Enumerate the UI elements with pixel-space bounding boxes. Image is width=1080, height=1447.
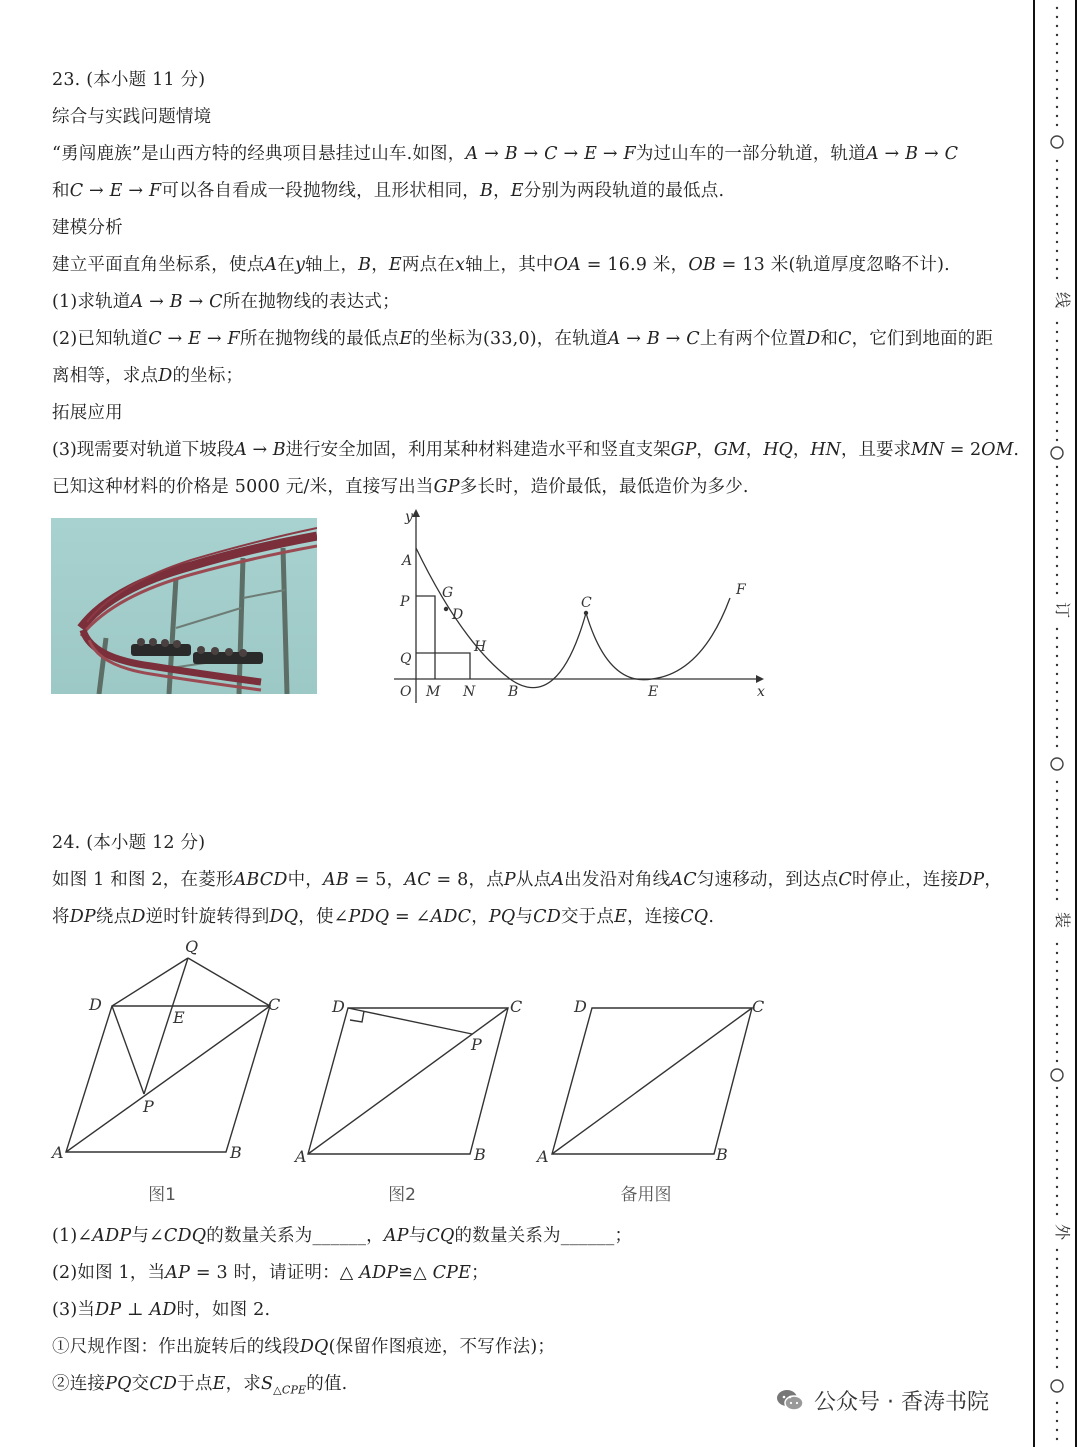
binding-dot	[1056, 1294, 1058, 1296]
fig1-label-C: C	[268, 995, 281, 1014]
binding-dot	[1056, 1321, 1058, 1323]
support-gp-gm	[416, 596, 435, 679]
binding-dot	[1056, 628, 1058, 630]
binding-dot	[1056, 214, 1058, 216]
binding-dot	[1056, 502, 1058, 504]
binding-dot	[1056, 970, 1058, 972]
binding-dot	[1056, 1267, 1058, 1269]
binding-mark-xian: 线	[1053, 291, 1072, 309]
binding-dot	[1056, 493, 1058, 495]
binding-dot	[1056, 16, 1058, 18]
binding-dot	[1056, 1006, 1058, 1008]
binding-dot	[1056, 403, 1058, 405]
roller-coaster-photo	[51, 518, 317, 694]
binding-dot	[1056, 25, 1058, 27]
q24-statement-line2: 将DP绕点D逆时针旋转得到DQ，使∠PDQ = ∠ADC，PQ与CD交于点E，连接CQ.	[52, 907, 715, 927]
binding-dot	[1056, 1177, 1058, 1179]
figure-backup	[552, 1008, 752, 1154]
binding-dot	[1056, 178, 1058, 180]
binding-dot	[1056, 52, 1058, 54]
binding-dot	[1056, 1132, 1058, 1134]
binding-dot	[1056, 250, 1058, 252]
fig3-label-D: D	[574, 997, 587, 1016]
label-B: B	[508, 684, 519, 700]
q23-part2-line2: 离相等，求点D的坐标；	[52, 366, 244, 386]
binding-dot	[1056, 1249, 1058, 1251]
caption-fig1: 图1	[148, 1185, 176, 1205]
binding-dot	[1056, 817, 1058, 819]
q23-part3-line1: (3)现需要对轨道下坡段A → B进行安全加固，利用某种材料建造水平和竖直支架GP，GM，HQ，HN，且要求MN = 2OM.	[52, 440, 1019, 460]
label-E: E	[648, 684, 659, 700]
binding-dot	[1056, 745, 1058, 747]
binding-dot	[1056, 808, 1058, 810]
binding-dot	[1056, 646, 1058, 648]
label-y: y	[405, 509, 413, 525]
caption-backup: 备用图	[620, 1185, 672, 1205]
binding-mark-ding: 订	[1053, 601, 1072, 619]
fig2-label-B: B	[474, 1145, 486, 1164]
binding-dot	[1056, 844, 1058, 846]
binding-dot	[1056, 1438, 1058, 1440]
binding-dot	[1056, 61, 1058, 63]
binding-mark-wai: 外	[1053, 1223, 1072, 1241]
label-G: G	[442, 585, 454, 601]
binding-dot	[1056, 1312, 1058, 1314]
label-F: F	[736, 582, 746, 598]
binding-dot	[1056, 223, 1058, 225]
binding-dot	[1056, 889, 1058, 891]
binding-dot	[1056, 727, 1058, 729]
binding-dot	[1056, 1303, 1058, 1305]
binding-circle	[1051, 136, 1063, 148]
binding-dot	[1056, 241, 1058, 243]
binding-dot	[1056, 682, 1058, 684]
binding-dot	[1056, 871, 1058, 873]
binding-dot	[1056, 358, 1058, 360]
fig1-label-B: B	[230, 1143, 242, 1162]
q23-context-line2: 和C → E → F可以各自看成一段抛物线，且形状相同，B，E分别为两段轨道的最低点.	[52, 181, 725, 201]
binding-dot	[1056, 997, 1058, 999]
binding-dot	[1056, 484, 1058, 486]
caption-fig2: 图2	[388, 1185, 416, 1205]
label-P: P	[400, 594, 410, 610]
binding-dot	[1056, 1033, 1058, 1035]
binding-dot	[1056, 583, 1058, 585]
label-C: C	[581, 595, 592, 611]
binding-dot	[1056, 1213, 1058, 1215]
binding-dot	[1056, 556, 1058, 558]
binding-dot	[1056, 7, 1058, 9]
fig3-label-C: C	[752, 997, 765, 1016]
binding-dot	[1056, 781, 1058, 783]
binding-dot	[1056, 952, 1058, 954]
binding-dot	[1056, 1186, 1058, 1188]
fig1-label-Q: Q	[185, 937, 199, 956]
binding-dot	[1056, 322, 1058, 324]
fig2-label-P: P	[471, 1035, 482, 1054]
wechat-logo-icon	[776, 1388, 804, 1412]
binding-dot	[1056, 1123, 1058, 1125]
binding-dot	[1056, 898, 1058, 900]
label-O: O	[400, 684, 412, 700]
binding-dot	[1056, 673, 1058, 675]
binding-dot	[1056, 232, 1058, 234]
binding-dot	[1056, 1087, 1058, 1089]
binding-dot	[1056, 376, 1058, 378]
binding-dot	[1056, 961, 1058, 963]
binding-dot	[1056, 1096, 1058, 1098]
binding-dot	[1056, 412, 1058, 414]
binding-dot	[1056, 205, 1058, 207]
binding-dot	[1056, 70, 1058, 72]
binding-dot	[1056, 853, 1058, 855]
binding-dot	[1056, 169, 1058, 171]
binding-dot	[1056, 547, 1058, 549]
binding-dot	[1056, 115, 1058, 117]
fig1-label-P: P	[143, 1097, 154, 1116]
binding-dot	[1056, 466, 1058, 468]
binding-dot	[1056, 1042, 1058, 1044]
label-H: H	[474, 639, 487, 655]
binding-dot	[1056, 736, 1058, 738]
binding-dot	[1056, 1429, 1058, 1431]
q23-model-line: 建立平面直角坐标系，使点A在y轴上，B，E两点在x轴上，其中OA = 16.9 米，OB = 13 米(轨道厚度忽略不计).	[52, 255, 950, 275]
binding-dot	[1056, 1168, 1058, 1170]
binding-dot	[1056, 385, 1058, 387]
binding-dot	[1056, 529, 1058, 531]
binding-dot	[1056, 826, 1058, 828]
q24-part1: (1)∠ADP与∠CDQ的数量关系为______，AP与CQ的数量关系为______；	[52, 1226, 633, 1246]
q23-section-extend: 拓展应用	[52, 403, 123, 423]
binding-dot	[1056, 1366, 1058, 1368]
binding-circle	[1051, 1380, 1063, 1392]
label-N: N	[463, 684, 476, 700]
binding-dot	[1056, 1060, 1058, 1062]
fig1-label-E: E	[173, 1008, 185, 1027]
binding-dot	[1056, 790, 1058, 792]
binding-dot	[1056, 88, 1058, 90]
watermark-text: 公众号 · 香涛书院	[814, 1389, 989, 1415]
fig2-label-C: C	[510, 997, 523, 1016]
q23-coordinate-figure	[390, 505, 770, 705]
binding-dot	[1056, 1420, 1058, 1422]
binding-dot	[1056, 655, 1058, 657]
binding-dot	[1056, 1411, 1058, 1413]
binding-dot	[1056, 520, 1058, 522]
binding-dot	[1056, 1285, 1058, 1287]
binding-dot	[1056, 1150, 1058, 1152]
binding-dot	[1056, 1258, 1058, 1260]
binding-dot	[1056, 196, 1058, 198]
support-hq-hn	[416, 653, 470, 679]
binding-dot	[1056, 979, 1058, 981]
q23-section-context: 综合与实践问题情境	[52, 107, 212, 127]
binding-dot	[1056, 538, 1058, 540]
binding-dot	[1056, 1114, 1058, 1116]
q23-part2-line1: (2)已知轨道C → E → F所在抛物线的最低点E的坐标为(33,0)，在轨道A → B → C上有两个位置D和C，它们到地面的距	[52, 329, 994, 349]
binding-dot	[1056, 988, 1058, 990]
binding-dot	[1056, 1402, 1058, 1404]
binding-dot	[1056, 331, 1058, 333]
label-x: x	[757, 684, 765, 700]
binding-dot	[1056, 43, 1058, 45]
binding-dot	[1056, 475, 1058, 477]
watermark	[776, 1380, 989, 1420]
q24-header: 24. (本小题 12 分)	[52, 833, 206, 853]
q24-part3: (3)当DP ⊥ AD时，如图 2.	[52, 1300, 271, 1320]
binding-dot	[1056, 349, 1058, 351]
figure-1	[66, 958, 270, 1152]
q24-figures	[40, 930, 780, 1210]
q24-part3-sub2: ②连接PQ交CD于点E，求$S_{\triangle CPE}$的值.	[52, 1374, 348, 1397]
binding-dot	[1056, 1105, 1058, 1107]
binding-dot	[1056, 1204, 1058, 1206]
binding-mark-zhuang: 装	[1053, 911, 1072, 929]
binding-dot	[1056, 79, 1058, 81]
binding-dot	[1056, 862, 1058, 864]
binding-dot	[1056, 1051, 1058, 1053]
binding-dot	[1056, 700, 1058, 702]
binding-circle	[1051, 447, 1063, 459]
binding-dot	[1056, 1339, 1058, 1341]
binding-dot	[1056, 259, 1058, 261]
binding-margin	[1030, 0, 1080, 1447]
binding-dot	[1056, 1015, 1058, 1017]
binding-dot	[1056, 106, 1058, 108]
q23-part3-line2: 已知这种材料的价格是 5000 元/米，直接写出当GP多长时，造价最低，最低造价为多少.	[52, 477, 749, 497]
binding-dot	[1056, 592, 1058, 594]
binding-dot	[1056, 943, 1058, 945]
q24-statement-line1: 如图 1 和图 2，在菱形ABCD中，AB = 5，AC = 8，点P从点A出发沿对角线AC匀速移动，到达点C时停止，连接DP，	[52, 870, 1003, 890]
binding-dot	[1056, 565, 1058, 567]
fig2-label-D: D	[332, 997, 345, 1016]
binding-dot	[1056, 691, 1058, 693]
binding-dot	[1056, 1141, 1058, 1143]
binding-dot	[1056, 637, 1058, 639]
binding-dot	[1056, 277, 1058, 279]
label-A: A	[402, 553, 413, 569]
binding-dot	[1056, 124, 1058, 126]
q23-section-model: 建模分析	[52, 218, 123, 238]
binding-dot	[1056, 268, 1058, 270]
binding-dot	[1056, 880, 1058, 882]
binding-dot	[1056, 394, 1058, 396]
binding-dot	[1056, 340, 1058, 342]
q23-header: 23. (本小题 11 分)	[52, 70, 206, 90]
binding-dot	[1056, 367, 1058, 369]
parabola-cef	[586, 598, 730, 680]
binding-dot	[1056, 1276, 1058, 1278]
binding-dot	[1056, 1195, 1058, 1197]
binding-dot	[1056, 574, 1058, 576]
binding-dot	[1056, 187, 1058, 189]
binding-dot	[1056, 160, 1058, 162]
fig2-label-A: A	[295, 1147, 307, 1166]
fig3-label-B: B	[716, 1145, 728, 1164]
binding-dot	[1056, 1024, 1058, 1026]
fig3-label-A: A	[537, 1147, 549, 1166]
q23-context-line1: “勇闯鹿族”是山西方特的经典项目悬挂过山车.如图，A → B → C → E → F为过山车的一部分轨道，轨道A → B → C	[52, 144, 959, 164]
q23-part1: (1)求轨道A → B → C所在抛物线的表达式；	[52, 292, 400, 312]
binding-dot	[1056, 1330, 1058, 1332]
label-M: M	[426, 684, 441, 700]
fig1-label-D: D	[89, 995, 102, 1014]
binding-dot	[1056, 97, 1058, 99]
binding-dot	[1056, 1159, 1058, 1161]
binding-dot	[1056, 664, 1058, 666]
binding-dot	[1056, 835, 1058, 837]
binding-circle	[1051, 758, 1063, 770]
label-Q: Q	[400, 651, 412, 667]
binding-dot	[1056, 709, 1058, 711]
binding-dot	[1056, 1348, 1058, 1350]
binding-dot	[1056, 1357, 1058, 1359]
fig1-label-A: A	[52, 1143, 64, 1162]
binding-dot	[1056, 439, 1058, 441]
binding-circle	[1051, 1069, 1063, 1081]
q24-part2: (2)如图 1，当AP = 3 时，请证明：△ ADP≌△ CPE；	[52, 1263, 489, 1283]
binding-dot	[1056, 799, 1058, 801]
binding-dot	[1056, 430, 1058, 432]
parabola-abc	[416, 548, 586, 688]
binding-dot	[1056, 718, 1058, 720]
binding-dot	[1056, 34, 1058, 36]
figure-2	[308, 1008, 508, 1154]
binding-dot	[1056, 511, 1058, 513]
binding-dot	[1056, 421, 1058, 423]
q24-part3-sub1: ①尺规作图：作出旋转后的线段DQ(保留作图痕迹，不写作法)；	[52, 1337, 556, 1357]
label-D: D	[452, 607, 464, 623]
